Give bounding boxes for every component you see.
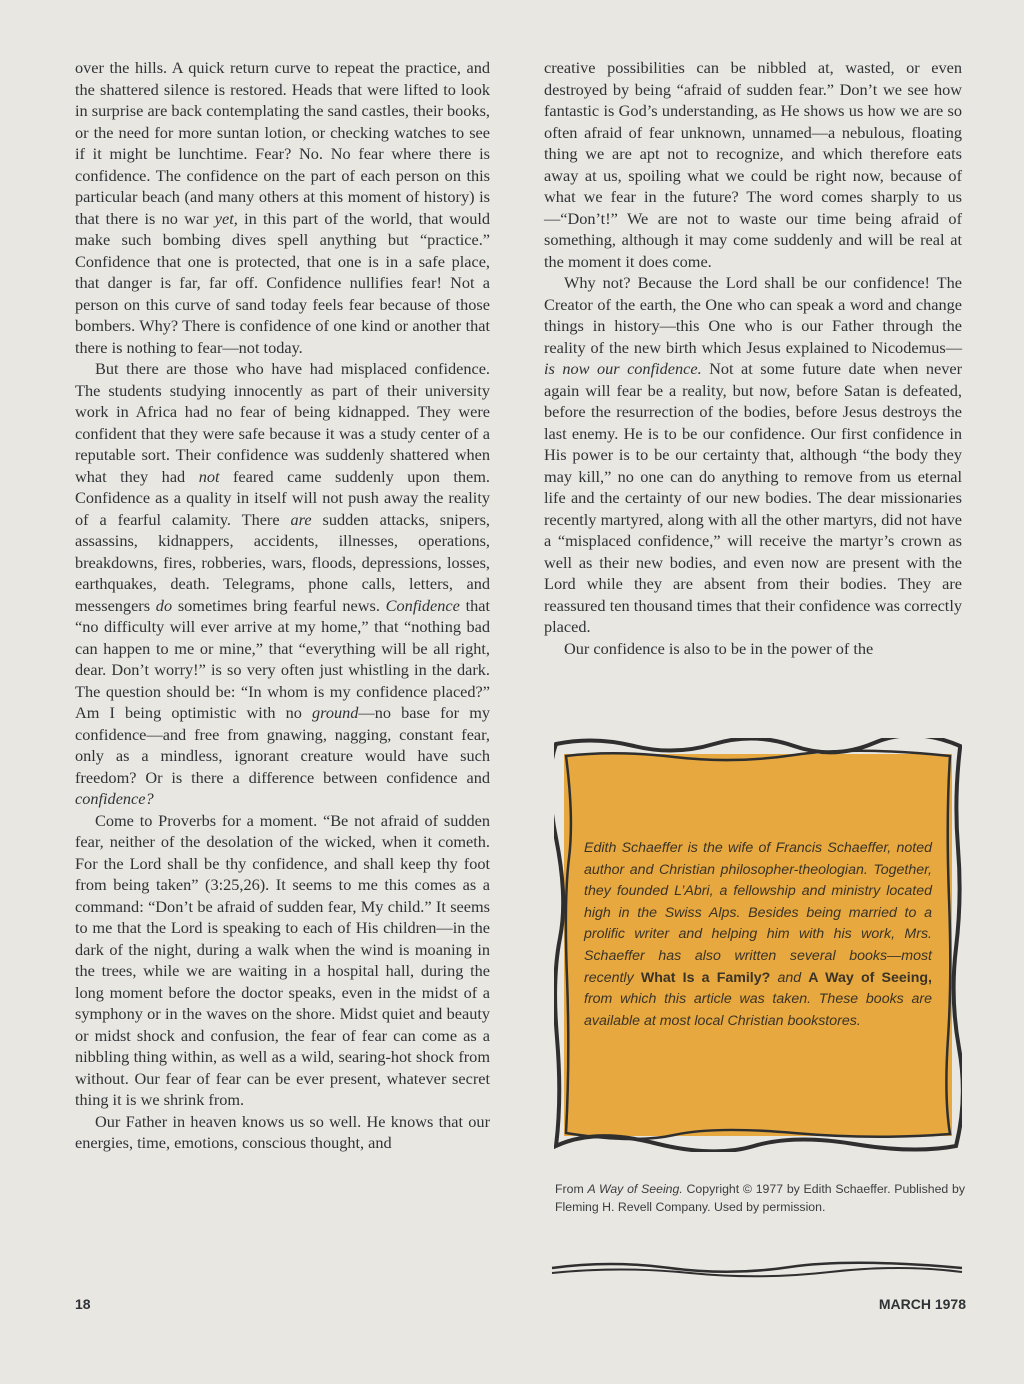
paragraph: But there are those who have had misplaced confidence. The students studying innocently as part of their university work in Africa had no fear of being kidnapped. They were confident that they were safe because it was a study center of a reputable sort. Their confidence was suddenly shattered when what they had not feared came suddenly upon them. Confidence as a quality in itself will not push away the reality of a fearful calamity. There are sudden attacks, snipers, assassins, kidnappers, accidents, illnesses, operations, breakdowns, fires, robberies, wars, floods, depressions, losses, earthquakes, death. Telegrams, phone calls, letters, and messengers do sometimes bring fearful news. Confidence that “no difficulty will ever arrive at my home,” that “nothing bad can happen to me or mine,” that “everything will be all right, dear. Don’t worry!” is so very often just whistling in the dark. The question should be: “In whom is my confidence placed?” Am I being optimistic with no ground—no base for my confidence—and free from gnawing, nagging, constant fear, only as a mindless, ignorant creature would have such freedom? Or is there a difference between confidence and confidence? (75, 359, 491, 808)
page-number: 18 (75, 1296, 91, 1312)
paragraph: over the hills. A quick return curve to repeat the practice, and the shattered silence is restored. Heads that were lifted to look in surprise are back contemplating the sand castles, their books, or the need for more suntan lotion, or checking watches to see if it might be lunchtime. Fear? No. No fear where there is confidence. The confidence on the part of each person on this particular beach (and many others at this moment of history) is that there is no war yet, in this part of the world, that would make such bombing dives spell anything but “practice.” Confidence that one is protected, that one is in a safe place, that danger is far, far off. Confidence nullifies fear! Not a person on this curve of sand today feels fear because of those bombers. Why? There is confidence of one kind or another that there is nothing to fear—not today. (75, 58, 491, 357)
paragraph: Come to Proverbs for a moment. “Be not afraid of sudden fear, neither of the desolation of the wicked, when it cometh. For the Lord shall be thy confidence, and shall keep thy foot from being taken” (3:25,26). It seems to me this comes as a command: “Don’t be afraid of sudden fear, My child.” It seems to me that the Lord is speaking to each of His children—in the dark of the night, during a walk when the wind is moaning in the trees, while we are waiting in a hospital hall, during the long moment before the doctor speaks, even in the midst of a symphony or in the waves on the shore. Midst quiet and beauty or midst shock and confusion, the fear of fear can come as a nibbling thing within, as well as a wild, searing-hot shock from without. Our fear of fear can be ever present, whatever secret thing it is we shrink from. (75, 810, 490, 1109)
left-column (75, 57, 490, 1154)
issue-date: MARCH 1978 (878, 1296, 966, 1312)
wavy-rule (550, 1258, 964, 1278)
paragraph: Why not? Because the Lord shall be our confidence! The Creator of the earth, the One who can speak a word and change things in history—this One who is our Father through the reality of the new birth which Jesus explained to Nicodemus—is now our confidence. Not at some future date when never again will fear be a reality, but now, before Satan is defeated, before the resurrection of the bodies, before Jesus destroys the last enemy. He is to be our confidence. Our first confidence in His power is to be our certainty that, although “the body they may kill,” no one can do anything to remove from us eternal life and the certainty of our new bodies. The dear missionaries recently martyred, along with all the other martyrs, did not have a “misplaced confidence,” will receive the martyr’s crown as well as their new bodies, and even now are present with the Lord while they are absent from their bodies. They are reassured ten thousand times that their confidence was correctly placed. (544, 273, 962, 636)
right-column (544, 57, 962, 659)
author-bio-box (554, 738, 962, 1152)
paragraph: creative possibilities can be nibbled at, wasted, or even destroyed by being “afraid of sudden fear.” Don’t we see how fantastic is God’s understanding, as He shows us how we are so often afraid of fear unknown, unnamed—a nebulous, floating thing we are apt not to recognize, and which therefore eats away at us, spoiling what we could be right now, because of what we fear in the future? The word comes sharply to us—“Don’t!” We are not to waste our time being afraid of something, although it may come suddenly and will be real at the moment it does come. (544, 58, 962, 271)
paragraph: Our Father in heaven knows us so well. He knows that our energies, time, emotions, conscious thought, and (75, 1111, 490, 1152)
paragraph: Our confidence is also to be in the power of the (564, 638, 874, 658)
author-bio-text: Edith Schaeffer is the wife of Francis Schaeffer, noted author and Christian philosopher-theologian. Together, they founded L’Abri, a fellowship and ministry located high in the Swiss Alps. Besides being married to a prolific writer and helping him with his work, Mrs. Schaeffer has also written several books—most recently What Is a Family? and A Way of Seeing, from which this article was taken. These books are available at most local Christian bookstores. (584, 840, 932, 1029)
copyright-credit: From A Way of Seeing. Copyright © 1977 by Edith Schaeffer. Published by Fleming H. Revell Company. Used by permission. (555, 1182, 965, 1214)
